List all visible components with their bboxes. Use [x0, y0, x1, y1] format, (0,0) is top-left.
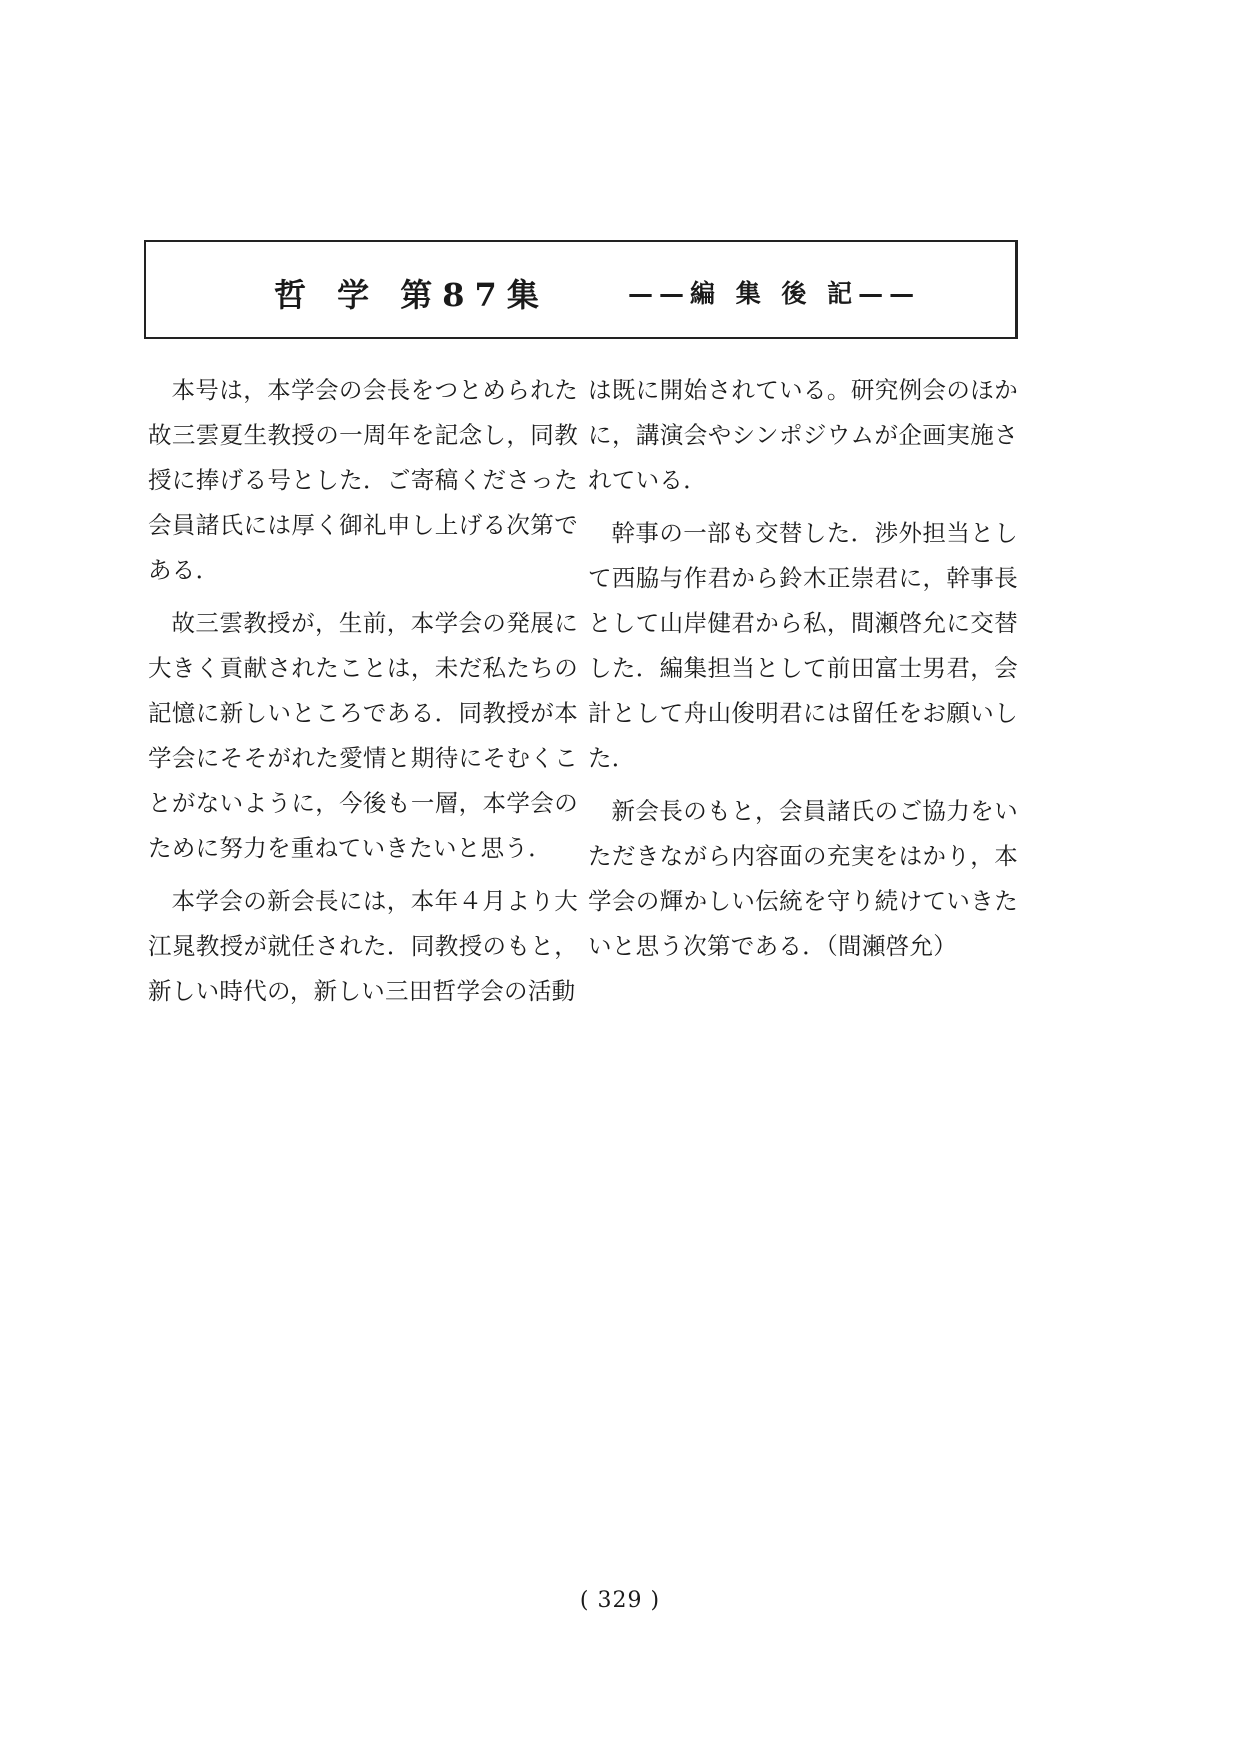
- paragraph: 本学会の新会長には，本年４月より大江晁教授が就任された．同教授のもと，新しい時代の，新しい三田哲学会の活動: [148, 887, 578, 1005]
- paragraph: 新会長のもと，会員諸氏のご協力をいただきながら内容面の充実をはかり，本学会の輝かしい伝統を守り続けていきたいと思う次第である．（間瀬啓允）: [588, 797, 1018, 960]
- page-number: ( 329 ): [579, 1588, 661, 1613]
- paragraph: 幹事の一部も交替した．渉外担当として西脇与作君から鈴木正崇君に，幹事長として山岸健君から私，間瀬啓允に交替した．編集担当として前田富士男君，会計として舟山俊明君には留任をお願いした．: [588, 519, 1018, 772]
- paragraph: 故三雲教授が，生前，本学会の発展に大きく貢献されたことは，未だ私たちの記憶に新しいところである．同教授が本学会にそそがれた愛情と期待にそむくことがないように，今後も一層，本学会のために努力を重ねていきたいと思う．: [148, 609, 578, 862]
- paragraph: は既に開始されている。研究例会のほかに，講演会やシンポジウムが企画実施されている．: [588, 376, 1018, 494]
- left-column: [148, 368, 578, 1022]
- right-column: [588, 368, 1018, 977]
- journal-title: 哲 学 第87集: [274, 276, 549, 314]
- paragraph: 本号は，本学会の会長をつとめられた故三雲夏生教授の一周年を記念し，同教授に捧げる号とした．ご寄稿くださった会員諸氏には厚く御礼申し上げる次第である．: [148, 376, 578, 584]
- title-box: [144, 240, 1018, 339]
- section-title: ——編 集 後 記——: [628, 279, 921, 308]
